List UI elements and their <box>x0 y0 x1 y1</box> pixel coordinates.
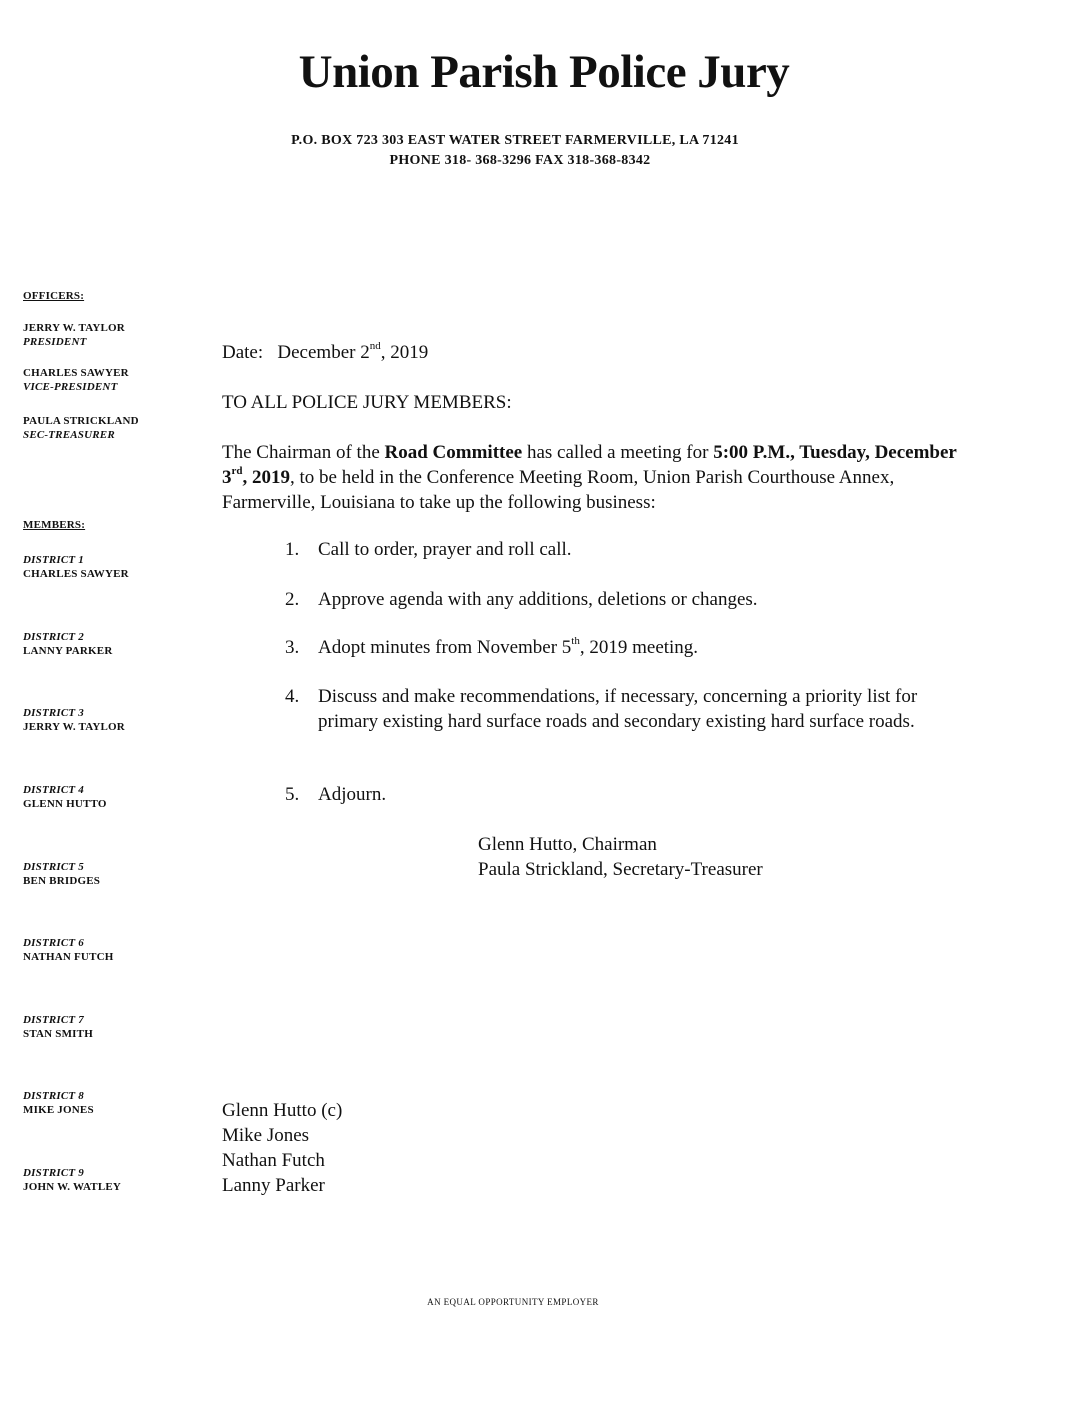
chairman-line: Glenn Hutto, Chairman <box>478 834 657 855</box>
member-district: DISTRICT 6 <box>23 937 84 949</box>
committee-member: Mike Jones <box>222 1125 310 1146</box>
committee-member: Nathan Futch <box>222 1150 325 1171</box>
date-value: December 2 <box>277 342 370 363</box>
officer-entry <box>23 321 125 349</box>
agenda-number: 5. <box>285 784 300 805</box>
meeting-time-text: 5:00 P.M., Tuesday, December 3 <box>222 442 957 488</box>
member-district: DISTRICT 7 <box>23 1014 84 1026</box>
member-entry <box>23 553 129 581</box>
meeting-date-suffix: rd <box>231 464 243 477</box>
agenda-number: 4. <box>285 686 300 707</box>
officer-name: PAULA STRICKLAND <box>23 415 139 427</box>
intro-text: , to be held in the Conference Meeting Room, Union Parish Courthouse Annex, Farmerville, Louisiana to take up the following business: <box>222 467 895 513</box>
member-name: STAN SMITH <box>23 1028 93 1040</box>
agenda-text: Call to order, prayer and roll call. <box>318 539 572 560</box>
agenda-date-suffix: th <box>571 634 580 647</box>
agenda-text: Adjourn. <box>318 784 387 805</box>
member-district: DISTRICT 5 <box>23 861 84 873</box>
member-name: LANNY PARKER <box>23 645 113 657</box>
agenda-number: 3. <box>285 637 300 658</box>
meeting-year: , 2019 <box>242 467 290 488</box>
letter-date <box>222 340 428 365</box>
member-entry <box>23 783 107 811</box>
date-suffix: nd <box>369 339 381 352</box>
member-name: BEN BRIDGES <box>23 875 101 887</box>
officers-heading: OFFICERS: <box>23 290 85 302</box>
member-district: DISTRICT 8 <box>23 1090 84 1102</box>
member-entry <box>23 1089 94 1117</box>
footer-text: AN EQUAL OPPORTUNITY EMPLOYER <box>427 1297 599 1307</box>
committee-members <box>222 1098 342 1198</box>
officer-role: SEC-TREASURER <box>23 429 115 441</box>
member-name: NATHAN FUTCH <box>23 951 114 963</box>
agenda-text-part: Adopt minutes from November 5 <box>318 637 572 658</box>
member-entry <box>23 936 114 964</box>
secretary-line: Paula Strickland, Secretary-Treasurer <box>478 859 763 880</box>
phone-fax-line: PHONE 318- 368-3296 FAX 318-368-8342 <box>389 153 651 168</box>
agenda-number: 2. <box>285 589 300 610</box>
member-name: JOHN W. WATLEY <box>23 1181 122 1193</box>
member-district: DISTRICT 9 <box>23 1167 84 1179</box>
committee-member: Glenn Hutto (c) <box>222 1100 343 1121</box>
member-district: DISTRICT 4 <box>23 784 84 796</box>
member-entry <box>23 706 125 734</box>
member-entry <box>23 1166 121 1194</box>
members-heading: MEMBERS: <box>23 519 86 531</box>
address-line: P.O. BOX 723 303 EAST WATER STREET FARMERVILLE, LA 71241 <box>291 133 739 148</box>
agenda-text: Approve agenda with any additions, deletions or changes. <box>318 589 758 610</box>
officer-entry <box>23 366 129 394</box>
officer-name: JERRY W. TAYLOR <box>23 322 125 334</box>
officer-role: PRESIDENT <box>23 336 87 348</box>
intro-text: has called a meeting for <box>522 442 714 463</box>
date-year: , 2019 <box>380 342 429 363</box>
agenda-text-part: , 2019 meeting. <box>579 637 699 658</box>
address-block <box>0 131 1020 171</box>
member-name: CHARLES SAWYER <box>23 568 129 580</box>
member-name: MIKE JONES <box>23 1104 94 1116</box>
member-name: GLENN HUTTO <box>23 798 107 810</box>
member-district: DISTRICT 1 <box>23 554 84 566</box>
committee-name: Road Committee <box>384 442 523 463</box>
member-entry <box>23 630 112 658</box>
agenda-number: 1. <box>285 539 300 560</box>
officer-entry <box>23 414 139 442</box>
letter-intro <box>222 440 962 515</box>
member-district: DISTRICT 2 <box>23 631 84 643</box>
agenda-text <box>318 635 938 660</box>
member-entry <box>23 1013 93 1041</box>
member-name: JERRY W. TAYLOR <box>23 721 125 733</box>
footer <box>0 1297 1016 1307</box>
member-entry <box>23 860 100 888</box>
letter-greeting: TO ALL POLICE JURY MEMBERS: <box>222 392 512 413</box>
signature-block <box>478 832 763 882</box>
member-district: DISTRICT 3 <box>23 707 84 719</box>
agenda-text: Discuss and make recommendations, if necessary, concerning a priority list for primary existing hard surface roads and secondary existing hard surface roads. <box>318 686 918 732</box>
officer-name: CHARLES SAWYER <box>23 367 129 379</box>
officer-role: VICE-PRESIDENT <box>23 381 118 393</box>
date-label: Date: <box>222 342 264 363</box>
committee-member: Lanny Parker <box>222 1175 325 1196</box>
intro-text: The Chairman of the <box>222 442 385 463</box>
page-title: Union Parish Police Jury <box>298 46 790 98</box>
